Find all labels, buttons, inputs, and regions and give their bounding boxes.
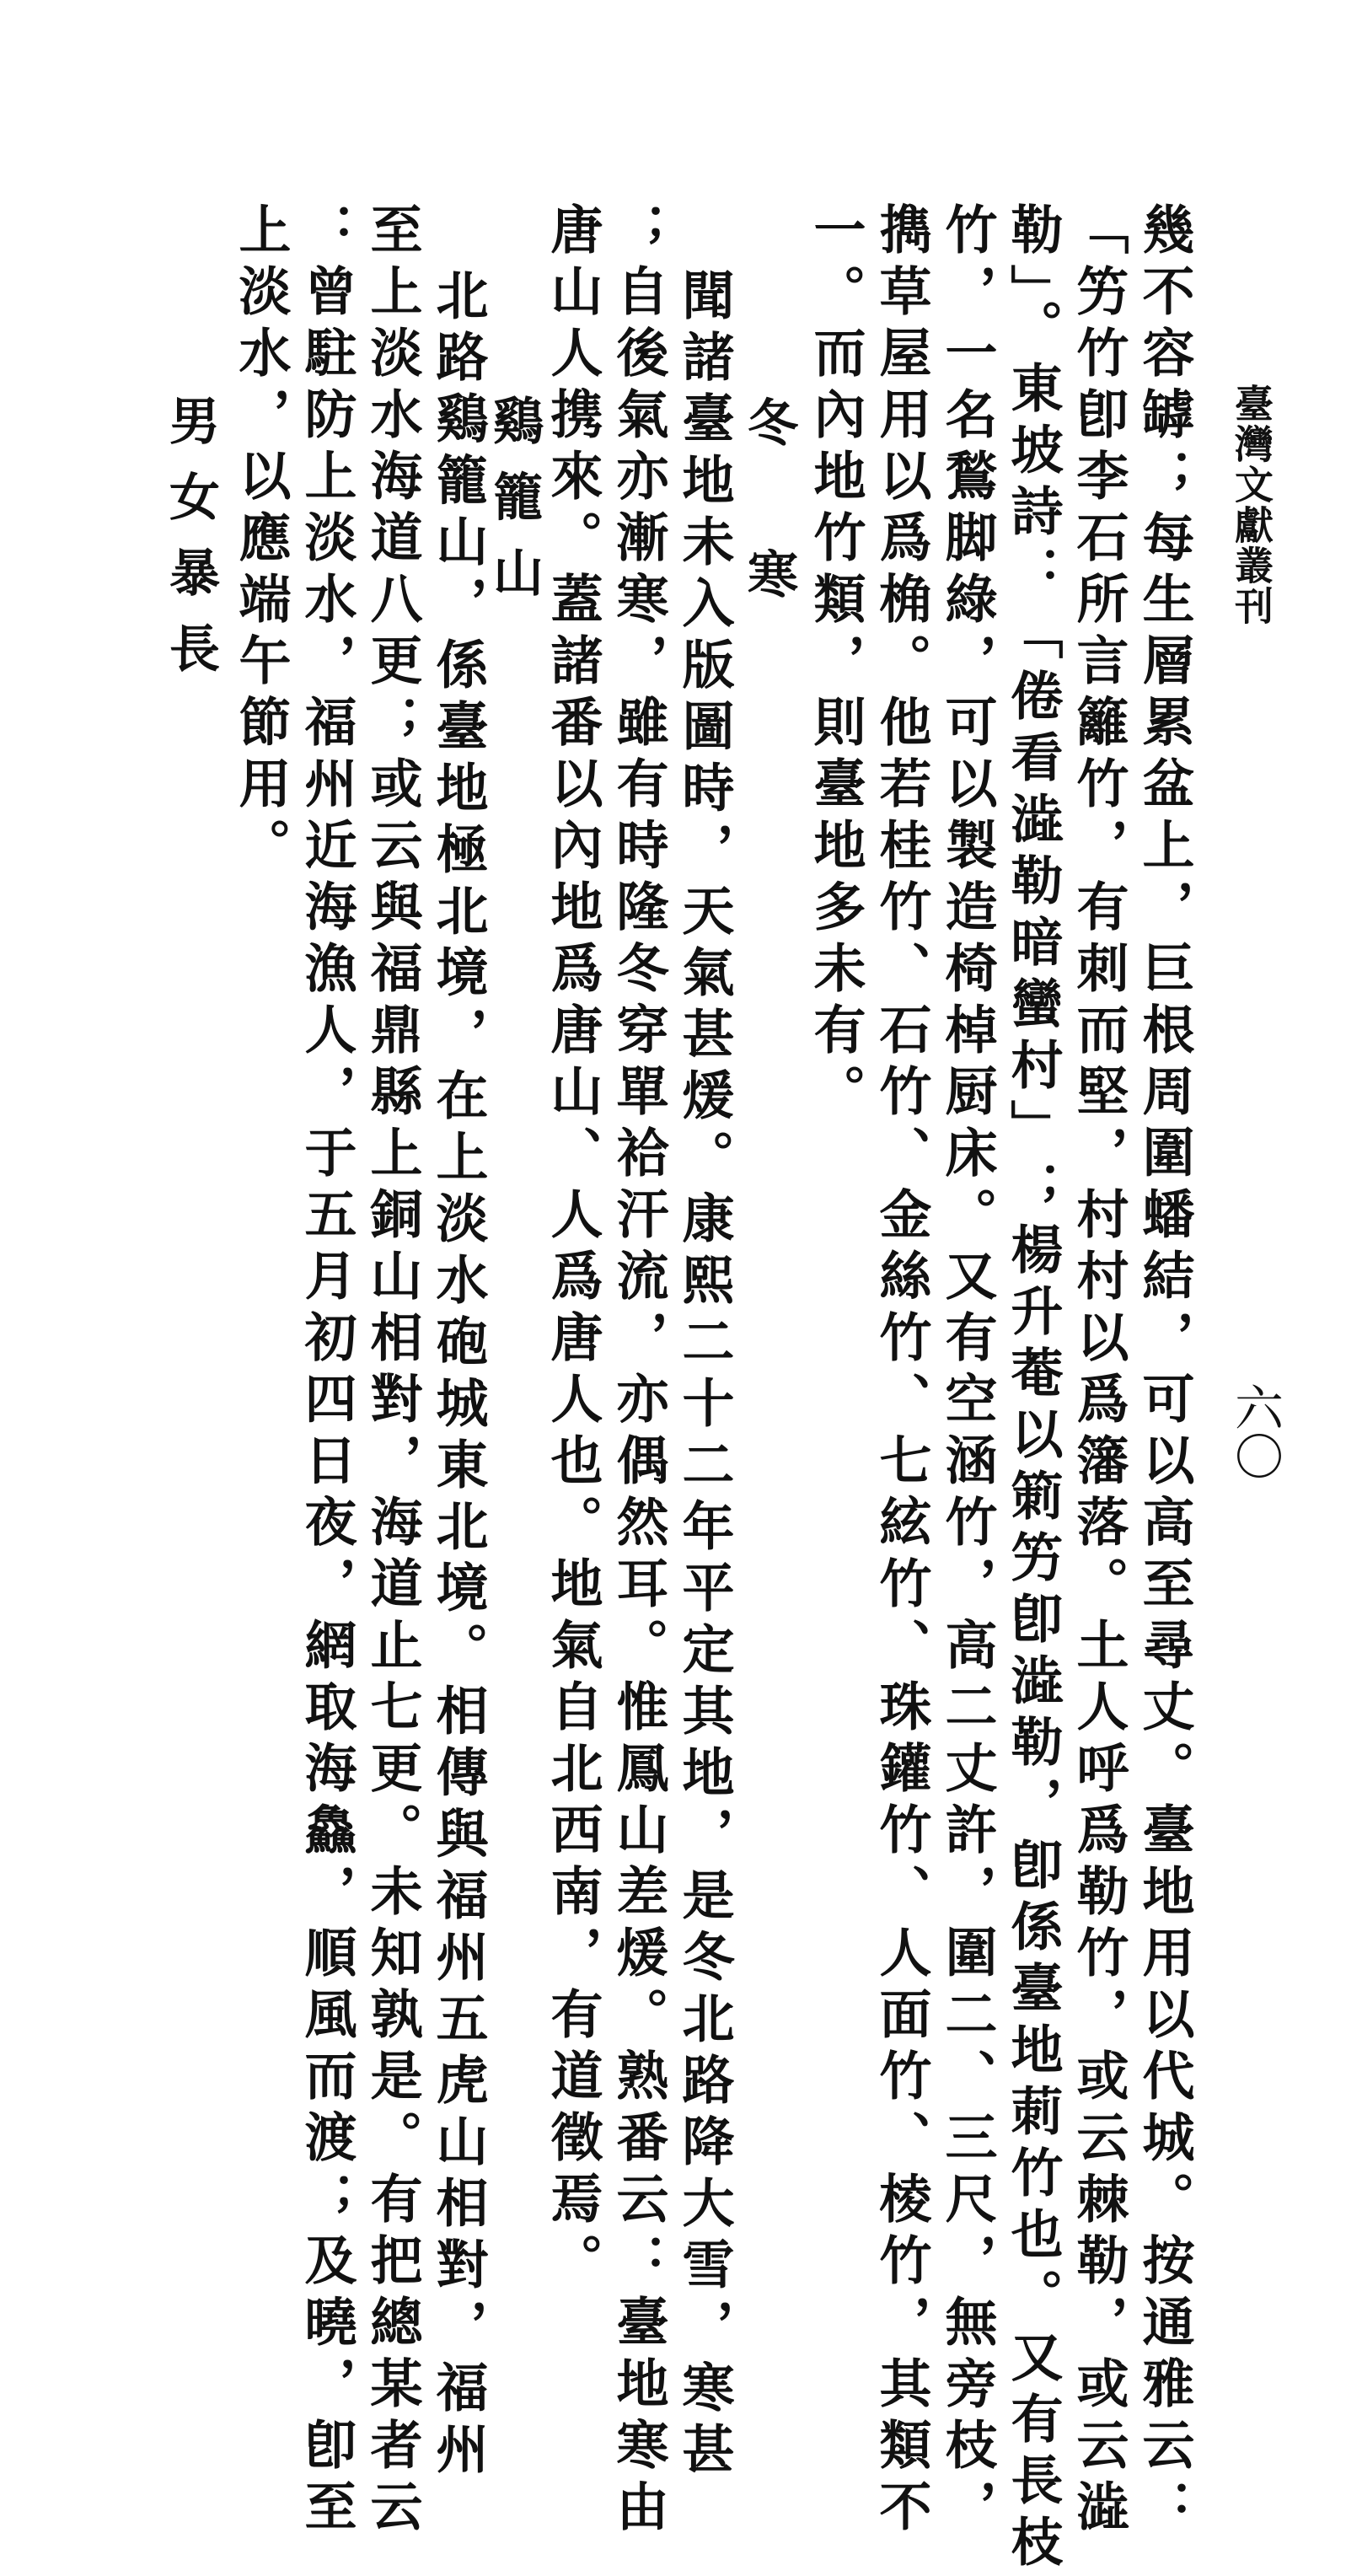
text-column: ；自後氣亦漸寒，雖有時隆冬穿單袷汗流，亦偶然耳。惟鳳山差煖。熟番云：臺地寒由 <box>608 202 669 2541</box>
text-column: 「竻竹卽李石所言籬竹，有刺而堅，村村以爲籓落。土人呼爲勒竹，或云棘勒，或云澁 <box>1068 202 1129 2541</box>
text-column: ：曾駐防上淡水，福州近海漁人，于五月初四日夜，網取海鱻，順風而渡；及曉，卽至 <box>296 202 357 2541</box>
text-column: 聞諸臺地未入版圖時，天氣甚煖。康熙二十二年平定其地，是冬北路降大雪，寒甚 <box>673 268 735 2483</box>
section-heading-jilong-mountain: 鷄籠山 <box>485 394 544 622</box>
text-column: 竹，一名鶖脚綠，可以製造椅棹厨床。又有空涵竹，高二丈許，圍二、三尺，無旁枝， <box>936 202 998 2541</box>
text-column: 上淡水，以應端午節用。 <box>230 202 292 879</box>
section-heading-winter-cold: 冬寒 <box>739 396 798 700</box>
text-column: 勒」。東坡詩：「倦看澁勒暗蠻村」；楊升菴以箣竻卽澁勒，卽係臺地莿竹也。又有長枝 <box>1002 202 1064 2576</box>
running-title: 臺灣文獻叢刊 <box>1229 384 1274 626</box>
text-column: 幾不容罅；每生層累盆上，巨根周圍蟠結，可以高至尋丈。臺地用以代城。按通雅云： <box>1134 202 1195 2541</box>
text-column: 擕草屋用以爲桷。他若桂竹、石竹、金絲竹、七絃竹、珠鑵竹、人面竹、棱竹，其類不 <box>871 202 932 2541</box>
text-column: 北路鷄籠山，係臺地極北境，在上淡水砲城東北境。相傳與福州五虎山相對，福州 <box>427 268 489 2483</box>
text-column: 一。而內地竹類，則臺地多未有。 <box>805 202 866 1125</box>
text-column: 至上淡水海道八更；或云與福鼎縣上銅山相對，海道止七更。未知孰是。有把總某者云 <box>362 202 423 2541</box>
text-column: 唐山人携來。蓋諸番以內地爲唐山、人爲唐人也。地氣自北西南，有道徵焉。 <box>542 202 603 2294</box>
page-number: 六〇 <box>1226 1382 1284 1480</box>
section-heading-next: 男女暴長 <box>161 394 220 698</box>
